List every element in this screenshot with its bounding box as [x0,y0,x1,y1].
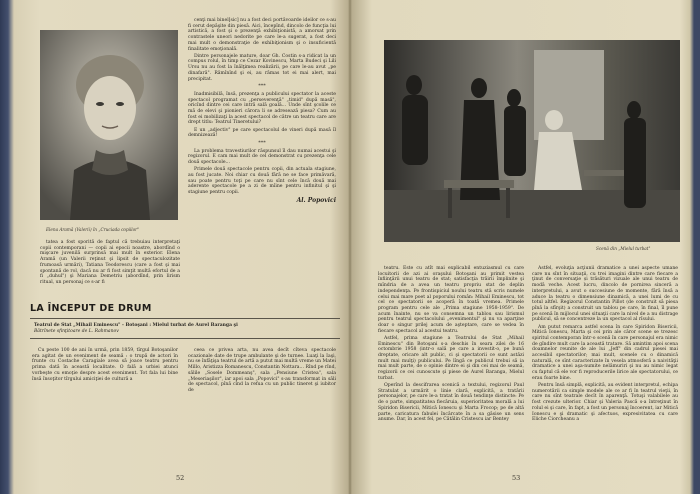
paragraph: Dintre personajele mature, doar Gh. Costin s-a ridicat la un compus rolul, în timp ce Cezar Kovinescu, Marta Budeci şi Lili Ursu nu au fost la înălţimea realizării, pe care le-au avut „pe dinafară". Rămînînd şi ei, au rămas tot ei mai alert, mai precipitat. [188,53,336,82]
credits-line-1: Teatrul de Stat „Mihail Eminescu" - Botoşani : Mielul turbat de Aurel Baranga şi [34,323,238,328]
paragraph: ceea ce privea arta, nu avea decît cîteva spectacole ocazionale date de trupe ambulante şi de turnee. Luaţi la Iaşi, nu se înfăţişa teatrul de artă a putut mai multă vreme un Matei Millo, Aristizza Romanescu, Constantin Nottara... Rînd pe rînd, sălile „Sosele Dommeanş", sala „Pensiune Cristea", sala „Meseriaşilor", iar apoi sala „Popovici" s-au transformat in săli de spectacol, pînă cînd la refua cu un public tineret şi iubitor de [188,348,336,393]
section-divider-2: *** [258,140,266,147]
right-page [364,0,684,494]
paragraph: La problema travestiurilor răspunsul îl dau numai acestui şi regizorul. E cam mai mult de cel demonstrat cu prezenţa cele două spectacole... [188,148,336,166]
paragraph: E un „adjectiv" pe care spectacolul de vineri după masă îl demnizează! [188,127,336,139]
paragraph: Primele două spectacole pentru copii, din actuala stagiune, au fost jucate. Noi chiar cu două fără ne se face primăvară, sau poate pentru toţi pe care nu sînt cele încă două mai aderente spectacole pe a zi de mîine pentru infinitul şi şi stagiune pentru copii. [188,167,336,196]
left-bottom-column-1 [32,348,178,384]
credits-rule [30,338,340,339]
stage-caption: Scenă din „Mielul turbat" [596,246,651,251]
author-signature: Al. Popovici [296,196,336,204]
portrait-caption: Elena Aramă (Valerii) în „Cruciada copiilor" [46,227,140,232]
page-number-right: 53 [512,474,521,482]
credits-line-2: Bătrînete sfinţitoare de L. Rahmanov [34,328,119,334]
portrait-image [40,30,178,220]
right-column-1 [378,266,524,424]
left-column-below-photo [40,240,180,287]
paragraph: Astfel, prima stagiune a Teatrului de Stat „Mihail Eminescu" din Botoşani s-a deschis în seara zilei de 16 octombrie 1958 (intr-o sală pe care a investit-o, pe bună dreptate, oricare alt public, ci şi spectatorii ce sunt astăzi mult mai mulţi) publicului. Pe lîngă ce publicul trebui să ia mai mult parte, de o opinie dintre ei şi din cei mai de seamă, regizorii ce cei cunoscute şi piese de Aurel Baranga, Mielul turbat. [378,335,524,381]
paragraph: teatru. Este cu atît mai explicabil entuziasmul cu care locuitorii de azi ai oraşului Botoşani au primit vestea înfiinţării unui teatru de stat; satisfacţia trăirii împlinite şi mîndria de a avea un teatru propriu stat de deplin independenţa. Pe frontispiciul noului teatru stă scris numele celui mai mare poet al poporului român: Mihail Eminescu, tot cel ce spectatorii se acoperă în toată vremea. Primele program pentru cele ale „Prima stagiune 1958-1959". De acum înainte, nu se va consemna un tablou sau lirismul pentru teatrul spectacolului „evenimentul" şi nu va aparţine doar o singur prilej acum de aşteptare, care se vedea în fiecare spectacol al acestui teatru. [378,266,524,334]
production-credits [34,323,340,335]
paragraph: Pentru însă simplă, explicită, au evident interpretul, echipa numerotării ca simple modele ale ce ar fi în teatrul vieţii, în care nu sînt teatrale decît în aparenţă. Totuşi valabilele au fost crezute ulterior. Chiar şi Valeria Pască s-a întreţinut în rolul ei şi care, în fapt, a fost un personaj încoerent, iar Mitică Ionescu e şi dramatic şi afectuos, expresivitatea cu care Eliche Ciorcheanu a [532,383,678,423]
paragraph: Am putut remarca astfel scena în care Spiridon Bisericii, Mitică Ionescu, Marta şi cei prin ale căror scene se trezesc spiritul contemporan într-o scenă în care personajul era nimic de gîndire mult care la această tratare. Să amintim apoi scena doamnelor reunite de ale lui „Jeff" din cadrul piesei mai accesibil spectatorilor; mai mult, scenele cu o dinamică naturală, ce sînt caracterizate în vesela atmosferă a naivităţii dramatice a unei aşa-numite nelămuriri şi nu au nimic legat cu faptul că ele vor fi reproducerile lirice ale spectatorului, ce erau foarte bine. [532,324,678,381]
paragraph: Operînd la descifrarea scenică a textului, regizorul Paul Stratulat a urmărit o linie clară, explicită, a tratării personajelor, pe care le-a tratat în două tendinţe distincte: Pe de o parte, simpatitatea fiecăruia, superioritatea morală a lui Spiridon Bisericii, Mitică Ionescu şi Marta Frocop; pe de altă parte, caricatura fabulei încărcate în a sa găsise un sens anume. Dar, în acest fel, pe Cătălin Cristescu iar Bentey [378,383,524,423]
left-bottom-column-2 [188,348,336,395]
paragraph: Inadmisibilă, însă, prezenţa a publicului spectator la aceste spectacol programat cu „perseverenţă" „timid" după masă", oricînd dintre cei care intră sală goală... Unde sînt şcolile ce mă de elevi şi pionieri cărora li se adresează piesa? Cum au fost ei mobilizaţi la acest spectacol de către un teatru care are drept titlu: Teatrul Tineretului? [188,91,336,126]
paragraph: cenţi mai binel[sic] nu a fost deci portăvoarde ideilor ce s-au fi cerut depăşite din piesă. Aici, începînd, dincolo de funcţia lui artistică, a fost şi o prezenţă exhibiţionistă, a amorsat prin contrastele uneori nedorite pe care le-a sugerat, a fost deci mai mult o demonstraţie de exhibiţionism şi o insuficientă finalitate emoţională. [188,18,336,52]
left-page [18,0,344,494]
paragraph: Cu peste 100 de ani în urmă, prin 1859, tîrgul Botoşanilor era agitat de un eveniment de seamă : o trupă de actori în frunte cu Costache Caragiale avea să joace teatru pentru prima dată în această localitate. O fală a urbiei atunci vorbeşte cu emoţie despre acest eveniment. Tot fala lui bine însă însoţitor tîrgului amiciţiei de cultură a [32,348,178,382]
article-headline: LA ÎNCEPUT DE DRUM [30,303,152,314]
section-divider: *** [258,83,266,90]
page-number-left: 52 [176,474,185,482]
left-column-top-right [188,18,336,204]
right-column-2 [532,266,678,424]
stage-scene-image [384,40,680,242]
stage-photo [384,40,680,242]
headline-rule [30,318,340,319]
paragraph: Astfel, evoluţia acţiunii dramatice a unei aspecte umane care nu sînt în situaţii, cu trei imagini dintre care fiecare a ţinut de conversaţie și trăsături vizuale ale unui teatru de modă veche. Acest lucru, dincolo de pornirea sinceră a interpretului, a avut o succesiune de momente, fără însă a aduce la teatru o dimensiune dinamică, a unei lumi de cu totul altfel. Regizorul Constantin Pillot (de construit să piesa pînă la sfîrşit) a construit un tablou pe care, în final, îl pune pe scenă în mijlocul unei situaţii care la nivel de a nu distrage publicul, să se concentreze la un spectacol al rîsului. [532,266,678,323]
paragraph: tatea a fost sporită de faptul că trebuiau interpretaţi copii contemporani — copii ai epocii noastre, abordînd o mişcare juvenilă surprinsă mai mult în exterior. Elena Aramă (un Valerii reţinut şi lipsit de spectaculozitate frumoasă urmări), Tatiana Teodorescu (care a fost şi mai spontană de rol, dacă nu ar fi fost simţit multă efortul de a fi „duhul") şi Mariana Demetriu (abordînd, prin lirism ritual, un personaj ce s-ar fi [40,240,180,285]
portrait-photo [40,30,178,220]
